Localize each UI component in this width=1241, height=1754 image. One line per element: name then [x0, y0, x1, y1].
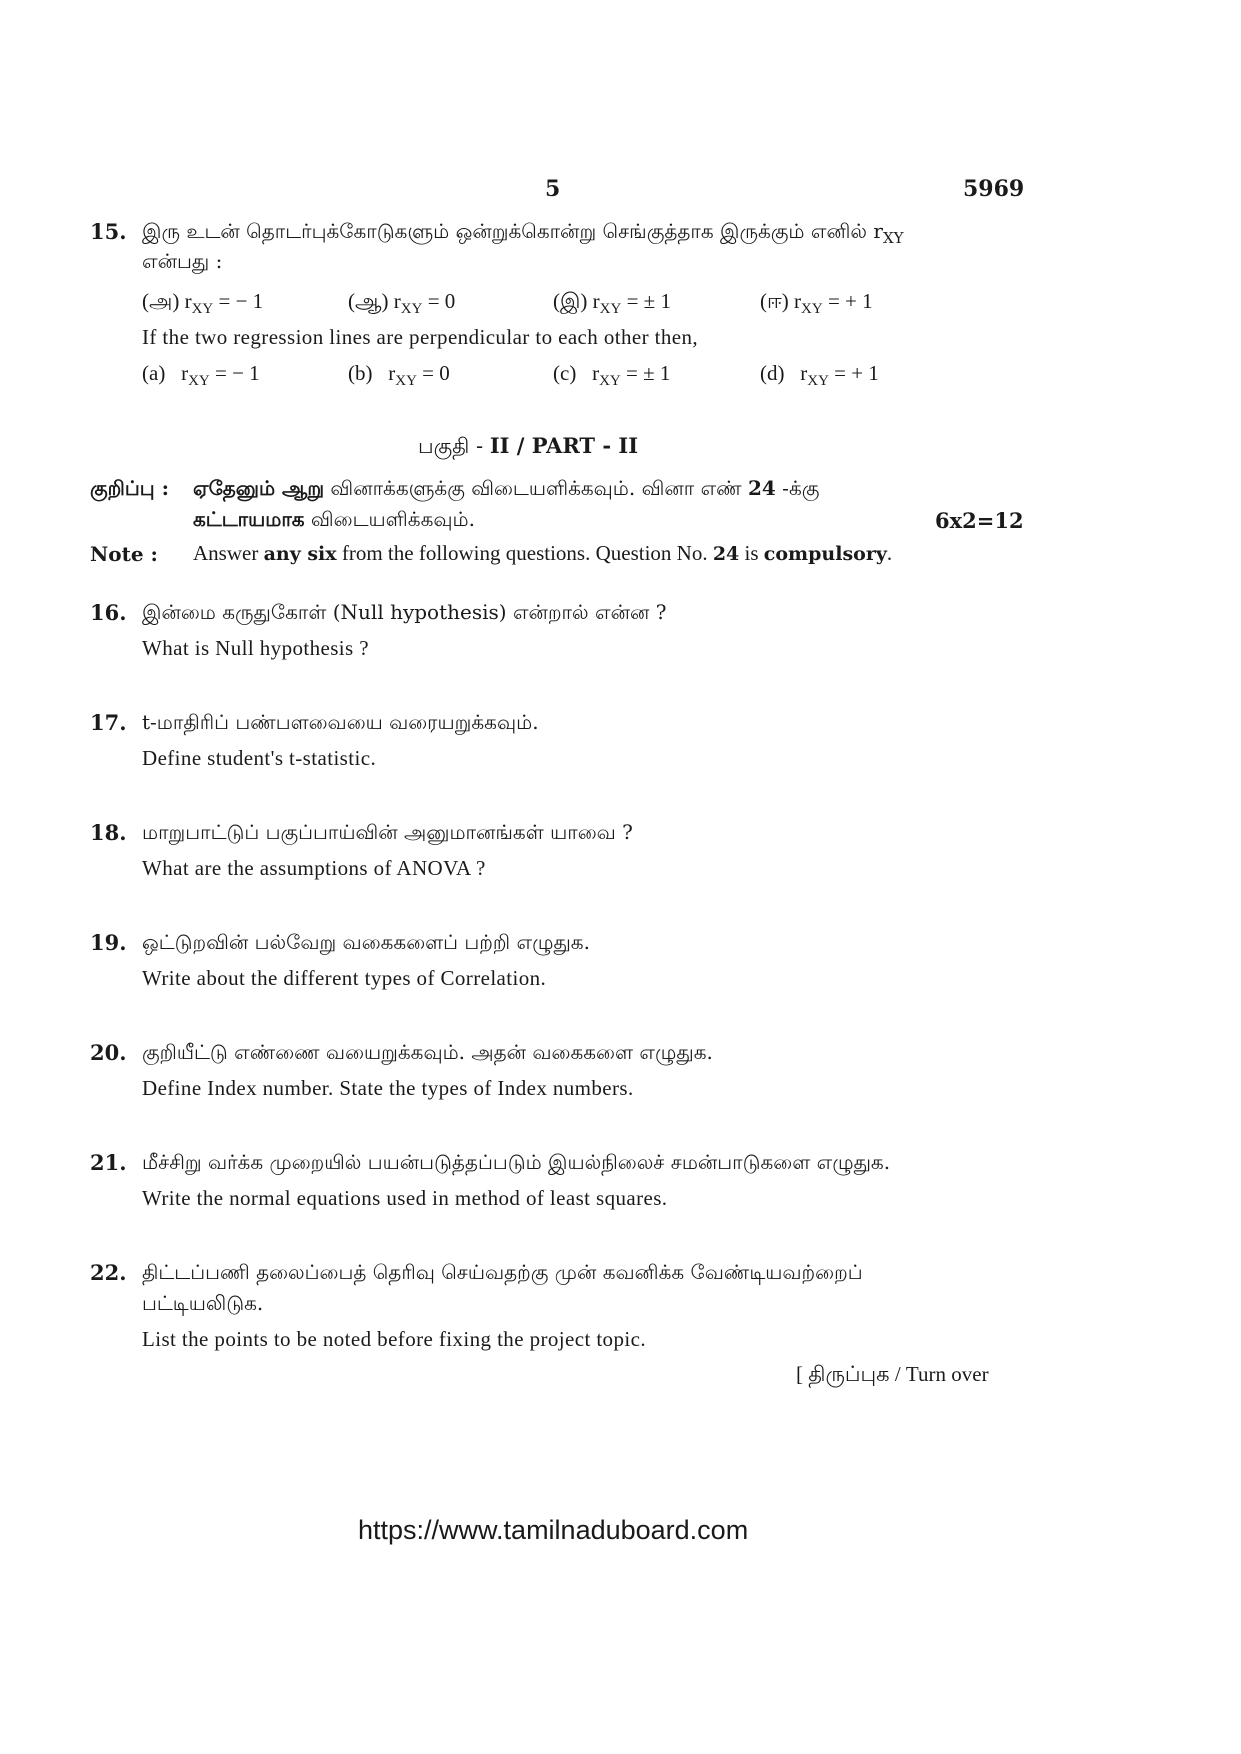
- option-label: (ஆ): [348, 289, 389, 313]
- question-english: What are the assumptions of ANOVA ?: [142, 856, 486, 880]
- option-rhs: = ± 1: [621, 289, 671, 313]
- page-number: 5: [545, 176, 561, 202]
- question-number: 16.: [90, 600, 127, 625]
- option-rhs: = 0: [416, 361, 450, 385]
- marks-allocation: 6x2=12: [935, 508, 1024, 533]
- note-en-any-six: any six: [263, 543, 337, 565]
- turn-over: [ திருப்புக / Turn over: [796, 1362, 989, 1386]
- option-label: (b): [348, 361, 373, 385]
- note-en-e: is: [739, 541, 764, 565]
- option-label: (அ): [142, 289, 180, 313]
- option-var: r: [388, 361, 396, 385]
- q15-tamil-text: இரு உடன் தொடர்புக்கோடுகளும் ஒன்றுக்கொன்று செங்குத்தாக இருக்கும் எனில் r: [142, 219, 883, 243]
- option-var: r: [393, 289, 401, 313]
- question-english: Write the normal equations used in method of least squares.: [142, 1186, 668, 1210]
- option-var: r: [794, 289, 802, 313]
- note-english-label: Note :: [90, 542, 158, 566]
- q15-english-option-a: [142, 361, 260, 390]
- note-tamil-label: குறிப்பு :: [90, 476, 169, 500]
- question-number: 19.: [90, 930, 127, 955]
- question-tamil: திட்டப்பணி தலைப்பைத் தெரிவு செய்வதற்கு முன் கவனிக்க வேண்டியவற்றைப்: [142, 1260, 863, 1284]
- option-rhs: = 0: [422, 289, 456, 313]
- q15-english-option-c: [553, 361, 670, 390]
- option-label: (d): [760, 361, 785, 385]
- footer-url[interactable]: https://www.tamilnaduboard.com: [358, 1515, 749, 1545]
- option-label: (a): [142, 361, 166, 385]
- question-english: Write about the different types of Correlation.: [142, 966, 547, 990]
- question-english: List the points to be noted before fixing the project topic.: [142, 1327, 646, 1351]
- option-var: r: [800, 361, 808, 385]
- question-number: 21.: [90, 1150, 127, 1175]
- note-tamil-text2: விடையளிக்கவும்.: [304, 507, 475, 531]
- option-label: (c): [553, 361, 577, 385]
- option-sub: XY: [191, 301, 214, 318]
- option-rhs: = − 1: [209, 361, 260, 385]
- option-rhs: = + 1: [822, 289, 873, 313]
- part-heading-title: II / PART - II: [489, 433, 639, 458]
- note-tamil-any-six: ஏதேனும் ஆறு: [193, 476, 325, 500]
- question-15-english: If the two regression lines are perpendicular to each other then,: [142, 325, 699, 349]
- part-heading: [418, 433, 638, 461]
- option-rhs: = ± 1: [620, 361, 671, 385]
- note-tamil-line2: [193, 507, 475, 534]
- option-var: r: [184, 289, 192, 313]
- option-label: (இ): [553, 289, 588, 313]
- question-tamil: இன்மை கருதுகோள் (Null hypothesis) என்றால் என்ன ?: [142, 600, 667, 624]
- option-sub: XY: [599, 301, 622, 318]
- question-15-number: 15.: [90, 219, 127, 244]
- note-en-c: from the following questions. Question No.: [336, 541, 713, 565]
- note-tamil-line1: [193, 476, 819, 503]
- note-tamil-compulsory: கட்டாயமாக: [193, 507, 305, 531]
- q15-tamil-option-a: [142, 289, 263, 318]
- q15-tamil-option-d: [760, 289, 873, 318]
- option-label: (ஈ): [760, 289, 789, 313]
- note-english-text: [193, 541, 892, 566]
- option-sub: XY: [599, 373, 621, 390]
- q15-tamil-option-c: [553, 289, 671, 318]
- option-sub: XY: [395, 373, 417, 390]
- question-number: 18.: [90, 820, 127, 845]
- option-var: r: [592, 361, 600, 385]
- question-tamil: மாறுபாட்டுப் பகுப்பாய்வின் அனுமானங்கள் யாவை ?: [142, 820, 633, 844]
- question-english: What is Null hypothesis ?: [142, 636, 369, 660]
- paper-code: 5969: [963, 176, 1025, 202]
- q15-english-option-b: [348, 361, 450, 390]
- note-tamil-text: வினாக்களுக்கு விடையளிக்கவும். வினா எண்: [324, 476, 748, 500]
- question-number: 22.: [90, 1260, 127, 1285]
- note-tamil-qno: 24: [747, 476, 776, 500]
- question-english: Define Index number. State the types of Index numbers.: [142, 1076, 634, 1100]
- note-en-a: Answer: [193, 541, 264, 565]
- question-tamil: மீச்சிறு வர்க்க முறையில் பயன்படுத்தப்படும் இயல்நிலைச் சமன்பாடுகளை எழுதுக.: [142, 1150, 891, 1174]
- option-var: r: [592, 289, 600, 313]
- note-en-g: .: [886, 541, 893, 565]
- q15-tamil-option-b: [348, 289, 455, 318]
- option-sub: XY: [188, 373, 210, 390]
- question-number: 20.: [90, 1040, 127, 1065]
- option-sub: XY: [801, 301, 823, 318]
- note-tamil-suffix: -க்கு: [775, 476, 820, 500]
- option-rhs: = + 1: [828, 361, 879, 385]
- question-tamil: குறியீட்டு எண்ணை வயைறுக்கவும். அதன் வகைகளை எழுதுக.: [142, 1040, 713, 1064]
- question-15-tamil-line1: [142, 219, 904, 247]
- option-rhs: = − 1: [213, 289, 264, 313]
- note-en-compulsory: compulsory: [763, 543, 887, 565]
- q15-english-option-d: [760, 361, 879, 390]
- question-tamil-line2: பட்டியலிடுக.: [142, 1291, 264, 1315]
- q15-tamil-sub: XY: [882, 229, 904, 247]
- part-heading-tamil: பகுதி -: [418, 434, 490, 458]
- option-sub: XY: [400, 301, 423, 318]
- option-sub: XY: [807, 373, 829, 390]
- option-var: r: [181, 361, 189, 385]
- question-english: Define student's t-statistic.: [142, 746, 377, 770]
- question-tamil: t-மாதிரிப் பண்பளவையை வரையறுக்கவும்.: [142, 710, 539, 734]
- note-en-qno: 24: [712, 543, 740, 565]
- question-15-tamil-line2: என்பது :: [142, 249, 223, 273]
- question-number: 17.: [90, 710, 127, 735]
- question-tamil: ஒட்டுறவின் பல்வேறு வகைகளைப் பற்றி எழுதுக.: [142, 930, 590, 954]
